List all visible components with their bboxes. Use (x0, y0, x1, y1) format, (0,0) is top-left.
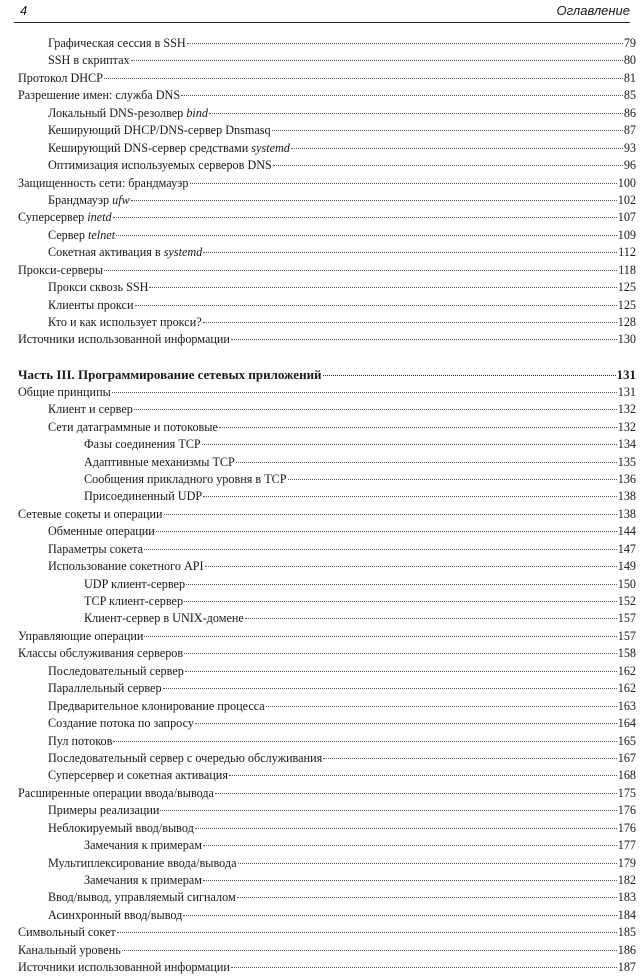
toc-entry-title (18, 628, 143, 645)
toc-entry-title-part: UDP клиент-сервер (84, 576, 186, 591)
table-of-contents (18, 35, 636, 977)
dot-leader (184, 652, 617, 654)
toc-entry[interactable] (18, 558, 636, 575)
toc-entry-title-part: Протокол DHCP (18, 70, 103, 85)
toc-entry-title-part: Примеры реализации (48, 803, 160, 818)
dot-leader (185, 670, 617, 672)
dot-leader (113, 216, 617, 218)
toc-entry-title-part: Клиенты прокси (48, 297, 134, 312)
toc-page-number: 102 (617, 192, 636, 207)
toc-entry[interactable] (18, 506, 636, 523)
toc-entry[interactable] (18, 663, 636, 680)
toc-page-number: 157 (617, 628, 636, 643)
toc-entry-title-part: Сообщения прикладного уровня в TCP (84, 471, 287, 486)
toc-entry-title (18, 331, 230, 348)
dot-leader (288, 478, 617, 480)
toc-entry-title (48, 35, 186, 52)
toc-entry-title (84, 454, 235, 471)
toc-entry[interactable] (18, 872, 636, 889)
dot-leader (144, 635, 616, 637)
toc-entry[interactable] (18, 767, 636, 784)
dot-leader (134, 408, 617, 410)
toc-entry-title (48, 907, 182, 924)
toc-entry-title-part: Адаптивные механизмы TCP (84, 454, 235, 469)
toc-entry[interactable] (18, 175, 636, 192)
toc-entry-title (18, 209, 112, 226)
toc-entry-title (48, 244, 202, 261)
toc-entry-title (18, 175, 189, 192)
toc-entry-title (48, 401, 133, 418)
toc-page-number: 149 (617, 559, 636, 574)
dot-leader (190, 182, 617, 184)
dot-leader (237, 896, 617, 898)
toc-page-number: 147 (617, 541, 636, 556)
toc-entry-title-part: Суперсервер и сокетная активация (48, 768, 228, 783)
toc-entry-title (84, 576, 185, 593)
toc-page-number: 167 (617, 750, 636, 765)
toc-page-number: 80 (623, 53, 636, 68)
toc-entry-title (84, 837, 202, 854)
toc-entry-title-part: Сети датаграммные и потоковые (48, 419, 218, 434)
toc-page-number: 182 (617, 873, 636, 887)
toc-entry-title-part: Графическая сессия в SSH (48, 36, 186, 50)
toc-page-number: 132 (617, 402, 636, 417)
toc-page-number: 112 (618, 245, 636, 260)
toc-entry-title-part: Последовательный сервер с очередью обслуживания (48, 750, 323, 765)
dot-leader (187, 42, 623, 44)
dot-leader (291, 147, 623, 149)
toc-entry-title (48, 855, 237, 872)
toc-entry-title-part: Мультиплексирование ввода/вывода (48, 855, 237, 870)
toc-entry-title-part: Источники использованной информации (18, 960, 230, 975)
toc-entry-title-part: ufw (112, 192, 130, 207)
toc-entry[interactable] (18, 889, 636, 906)
toc-entry-title (48, 297, 134, 314)
toc-entry-title-part: inetd (87, 210, 112, 225)
toc-page-number: 152 (617, 594, 636, 608)
toc-entry-title-part: Пул потоков (48, 733, 113, 748)
toc-entry[interactable] (18, 541, 636, 558)
dot-leader (149, 286, 616, 288)
toc-page-number: 187 (617, 960, 636, 975)
toc-entry-title-part: systemd (163, 245, 203, 260)
toc-entry-title-part: TCP клиент-сервер (84, 594, 184, 608)
toc-entry[interactable] (18, 87, 636, 104)
toc-entry[interactable] (18, 645, 636, 662)
toc-entry-title-part: Клиент-сервер в UNIX-домене (84, 611, 244, 626)
toc-entry-title (48, 558, 204, 575)
toc-entry[interactable] (18, 924, 636, 941)
toc-entry-title-part: Брандмауэр (48, 192, 113, 207)
toc-entry-title (48, 767, 228, 784)
toc-entry[interactable] (18, 837, 636, 854)
dot-leader (203, 251, 617, 253)
toc-entry-title (48, 663, 184, 680)
toc-page-number: 175 (617, 785, 636, 800)
toc-entry-title-part: Параметры сокета (48, 541, 144, 556)
toc-entry-title (18, 262, 103, 279)
toc-entry-title (48, 541, 143, 558)
dot-leader (245, 617, 617, 619)
toc-page-number: 186 (617, 942, 636, 957)
toc-entry-title-part: Параллельный сервер (48, 681, 162, 696)
toc-entry-title (18, 645, 183, 662)
toc-entry[interactable] (18, 384, 636, 401)
dot-leader (272, 129, 623, 131)
toc-entry-title-part: Сокетная активация в (48, 245, 164, 260)
toc-page-number: 157 (617, 611, 636, 626)
toc-page-number: 184 (617, 907, 636, 922)
toc-entry-title (18, 785, 214, 802)
toc-entry-title (48, 523, 155, 540)
toc-page-number: 162 (617, 681, 636, 696)
toc-entry-title-part: Часть III. Программирование сетевых приложений (18, 367, 322, 383)
toc-entry-title-part: Обменные операции (48, 524, 155, 539)
dot-leader (164, 513, 617, 515)
dot-leader (183, 914, 616, 916)
toc-entry-title-part: Сервер (48, 227, 89, 242)
toc-entry-title-part: Асинхронный ввод/вывод (48, 907, 183, 922)
toc-page-number: 79 (623, 36, 636, 50)
toc-entry-title (84, 593, 183, 610)
dot-leader (181, 94, 623, 96)
dot-leader (186, 583, 617, 585)
toc-page-number: 87 (623, 123, 636, 138)
toc-entry[interactable] (18, 855, 636, 872)
toc-entry[interactable] (18, 244, 636, 261)
toc-entry-title-part: SSH в скриптах (48, 53, 130, 68)
toc-entry[interactable] (18, 942, 636, 959)
toc-entry-title-part: Оптимизация используемых серверов DNS (48, 158, 272, 173)
toc-entry-title (18, 384, 111, 401)
toc-entry-title (48, 715, 194, 732)
toc-entry[interactable] (18, 331, 636, 348)
dot-leader (163, 687, 617, 689)
toc-page-number: 135 (617, 454, 636, 469)
toc-entry[interactable] (18, 436, 636, 453)
toc-entry-title-part: Неблокируемый ввод/вывод (48, 820, 194, 835)
toc-entry[interactable] (18, 297, 636, 314)
toc-entry[interactable] (18, 192, 636, 209)
toc-page-number: 93 (623, 140, 636, 155)
toc-entry-title-part: Суперсервер (18, 210, 88, 225)
toc-page-number: 130 (617, 332, 636, 347)
dot-leader (266, 705, 617, 707)
toc-entry-title-part: Последовательный сервер (48, 663, 184, 678)
toc-entry-title (84, 488, 202, 505)
toc-entry[interactable] (18, 802, 636, 819)
toc-entry-title (48, 314, 202, 331)
dot-leader (131, 59, 623, 61)
toc-page-number: 81 (623, 70, 636, 85)
toc-entry[interactable] (18, 227, 636, 244)
toc-page-number: 118 (618, 262, 636, 277)
running-header (14, 2, 630, 23)
toc-entry-title-part: Расширенные операции ввода/вывода (18, 785, 214, 800)
toc-entry[interactable] (18, 593, 636, 610)
dot-leader (231, 338, 617, 340)
toc-entry-title-part: Клиент и сервер (48, 402, 133, 417)
toc-page-number: 168 (617, 768, 636, 783)
toc-page-number: 85 (623, 88, 636, 103)
toc-page-number: 177 (617, 838, 636, 853)
toc-entry-title (84, 436, 201, 453)
toc-page-number: 183 (617, 890, 636, 905)
toc-entry-title (18, 70, 103, 87)
toc-entry[interactable] (18, 471, 636, 488)
toc-entry[interactable] (18, 35, 636, 52)
toc-page-number: 134 (617, 437, 636, 452)
toc-entry-title-part: Сетевые сокеты и операции (18, 506, 163, 521)
dot-leader (203, 321, 617, 323)
dot-leader (229, 774, 617, 776)
toc-page-number: 179 (617, 855, 636, 870)
toc-entry[interactable] (18, 820, 636, 837)
toc-entry[interactable] (18, 314, 636, 331)
toc-entry-title-part: Общие принципы (18, 384, 111, 399)
toc-page-number: 185 (617, 925, 636, 940)
toc-entry-title-part: Прокси-серверы (18, 262, 104, 277)
toc-page-number: 176 (617, 803, 636, 818)
dot-leader (202, 443, 617, 445)
dot-leader (156, 530, 617, 532)
toc-entry[interactable] (18, 733, 636, 750)
toc-page-number: 136 (617, 471, 636, 486)
toc-entry[interactable] (18, 140, 636, 157)
toc-entry-title-part: Фазы соединения TCP (84, 437, 201, 452)
toc-entry[interactable] (18, 157, 636, 174)
dot-leader (215, 792, 617, 794)
toc-entry[interactable] (18, 959, 636, 976)
toc-entry-title (18, 366, 322, 383)
toc-entry-title (84, 471, 287, 488)
toc-entry[interactable] (18, 262, 636, 279)
toc-page-number: 96 (623, 158, 636, 173)
toc-page-number: 138 (617, 506, 636, 521)
dot-leader (219, 426, 617, 428)
dot-leader (104, 269, 617, 271)
dot-leader (104, 77, 623, 79)
toc-entry-title (48, 122, 271, 139)
toc-entry-title-part: Присоединенный UDP (84, 489, 203, 504)
toc-page-number: 131 (616, 367, 636, 383)
page-number: 4 (20, 3, 28, 18)
toc-page-number: 144 (617, 524, 636, 539)
toc-entry[interactable] (18, 419, 636, 436)
toc-page-number: 125 (617, 297, 636, 312)
toc-page-number: 162 (617, 663, 636, 678)
toc-entry-title (48, 750, 322, 767)
toc-entry-title-part: telnet (88, 227, 116, 242)
toc-entry-title-part: Предварительное клонирование процесса (48, 698, 265, 713)
toc-entry[interactable] (18, 454, 636, 471)
toc-entry-title-part: Символьный сокет (18, 925, 116, 940)
toc-entry[interactable] (18, 401, 636, 418)
dot-leader (273, 164, 623, 166)
dot-leader (144, 548, 617, 550)
toc-page-number: 138 (617, 489, 636, 504)
toc-entry-title-part: Прокси сквозь SSH (48, 280, 149, 295)
dot-leader (195, 827, 617, 829)
toc-entry[interactable] (18, 279, 636, 296)
toc-entry-title (18, 959, 230, 976)
toc-entry-title-part: Защищенность сети: брандмауэр (18, 175, 189, 190)
toc-entry[interactable] (18, 610, 636, 627)
toc-entry-title (18, 942, 121, 959)
toc-entry-title (48, 192, 130, 209)
dot-leader (231, 966, 617, 968)
toc-entry[interactable] (18, 576, 636, 593)
toc-entry-title (48, 698, 265, 715)
toc-page-number: 163 (617, 698, 636, 713)
toc-entry[interactable] (18, 122, 636, 139)
dot-leader (113, 740, 616, 742)
toc-entry-title (18, 506, 163, 523)
toc-entry-title (84, 610, 244, 627)
toc-page-number: 86 (623, 105, 636, 120)
toc-entry-title (84, 872, 202, 889)
toc-page-number: 125 (617, 280, 636, 295)
dot-leader (116, 234, 617, 236)
dot-leader (195, 722, 617, 724)
dot-leader (236, 461, 617, 463)
dot-leader (238, 862, 617, 864)
toc-entry-title (48, 820, 194, 837)
toc-entry-title (18, 924, 116, 941)
toc-page-number: 176 (617, 820, 636, 835)
toc-page-number: 107 (617, 210, 636, 225)
toc-entry-title (48, 105, 208, 122)
toc-entry-title (48, 680, 162, 697)
dot-leader (209, 112, 623, 114)
dot-leader (117, 931, 617, 933)
toc-entry-title (48, 419, 218, 436)
toc-entry-title-part: Источники использованной информации (18, 332, 230, 347)
toc-entry[interactable] (18, 680, 636, 697)
toc-entry[interactable] (18, 523, 636, 540)
toc-part-heading[interactable] (18, 366, 636, 383)
toc-entry-title (48, 52, 130, 69)
toc-entry[interactable] (18, 52, 636, 69)
dot-leader (135, 304, 617, 306)
toc-entry-title (18, 87, 180, 104)
toc-entry-title (48, 889, 236, 906)
toc-entry-title-part: Замечания к примерам (84, 873, 203, 887)
toc-entry[interactable] (18, 750, 636, 767)
toc-page-number: 128 (617, 315, 636, 329)
toc-page-number: 109 (617, 227, 636, 242)
dot-leader (160, 809, 616, 811)
toc-entry-title-part: Управляющие операции (18, 628, 144, 643)
dot-leader (323, 757, 617, 759)
dot-leader (205, 565, 617, 567)
toc-entry-title-part: Кеширующий DNS-сервер средствами (48, 140, 252, 155)
toc-entry[interactable] (18, 785, 636, 802)
toc-entry-title (48, 157, 272, 174)
toc-page-number: 132 (617, 419, 636, 434)
toc-entry-title-part: systemd (251, 140, 290, 155)
dot-leader (112, 391, 617, 393)
toc-entry-title-part: Разрешение имен: служба DNS (18, 88, 181, 103)
toc-entry-title-part: Замечания к примерам (84, 838, 203, 853)
dot-leader (184, 600, 617, 602)
toc-entry[interactable] (18, 715, 636, 732)
toc-entry-title-part: Ввод/вывод, управляемый сигналом (48, 890, 236, 905)
toc-entry[interactable] (18, 209, 636, 226)
toc-entry-title (48, 802, 159, 819)
dot-leader (323, 374, 616, 376)
toc-entry[interactable] (18, 70, 636, 87)
toc-entry-title-part: Канальный уровень (18, 942, 121, 957)
toc-entry[interactable] (18, 698, 636, 715)
toc-spacer (18, 349, 636, 366)
toc-entry-title-part: Кеширующий DHCP/DNS-сервер Dnsmasq (48, 123, 271, 138)
dot-leader (131, 199, 617, 201)
toc-entry-title-part: Использование сокетного API (48, 559, 204, 574)
toc-entry-title (48, 140, 290, 157)
toc-page-number: 150 (617, 576, 636, 591)
toc-entry-title-part: Локальный DNS-резолвер (48, 105, 187, 120)
toc-entry-title (48, 227, 115, 244)
toc-entry[interactable] (18, 907, 636, 924)
toc-page-number: 165 (617, 733, 636, 748)
toc-entry-title (48, 279, 148, 296)
toc-page-number: 164 (617, 716, 636, 731)
toc-entry-title-part: Классы обслуживания серверов (18, 646, 184, 661)
dot-leader (203, 844, 617, 846)
toc-entry-title-part: bind (186, 105, 208, 120)
toc-entry-title-part: Кто и как использует прокси? (48, 315, 202, 329)
toc-page-number: 100 (617, 175, 636, 190)
toc-entry[interactable] (18, 488, 636, 505)
dot-leader (203, 879, 617, 881)
dot-leader (203, 495, 617, 497)
toc-page-number: 158 (617, 646, 636, 661)
toc-entry[interactable] (18, 105, 636, 122)
toc-page-number: 131 (617, 384, 636, 399)
toc-entry-title-part: Создание потока по запросу (48, 716, 194, 731)
toc-entry[interactable] (18, 628, 636, 645)
running-title: Оглавление (556, 3, 630, 18)
toc-entry-title (48, 733, 112, 750)
dot-leader (122, 949, 617, 951)
